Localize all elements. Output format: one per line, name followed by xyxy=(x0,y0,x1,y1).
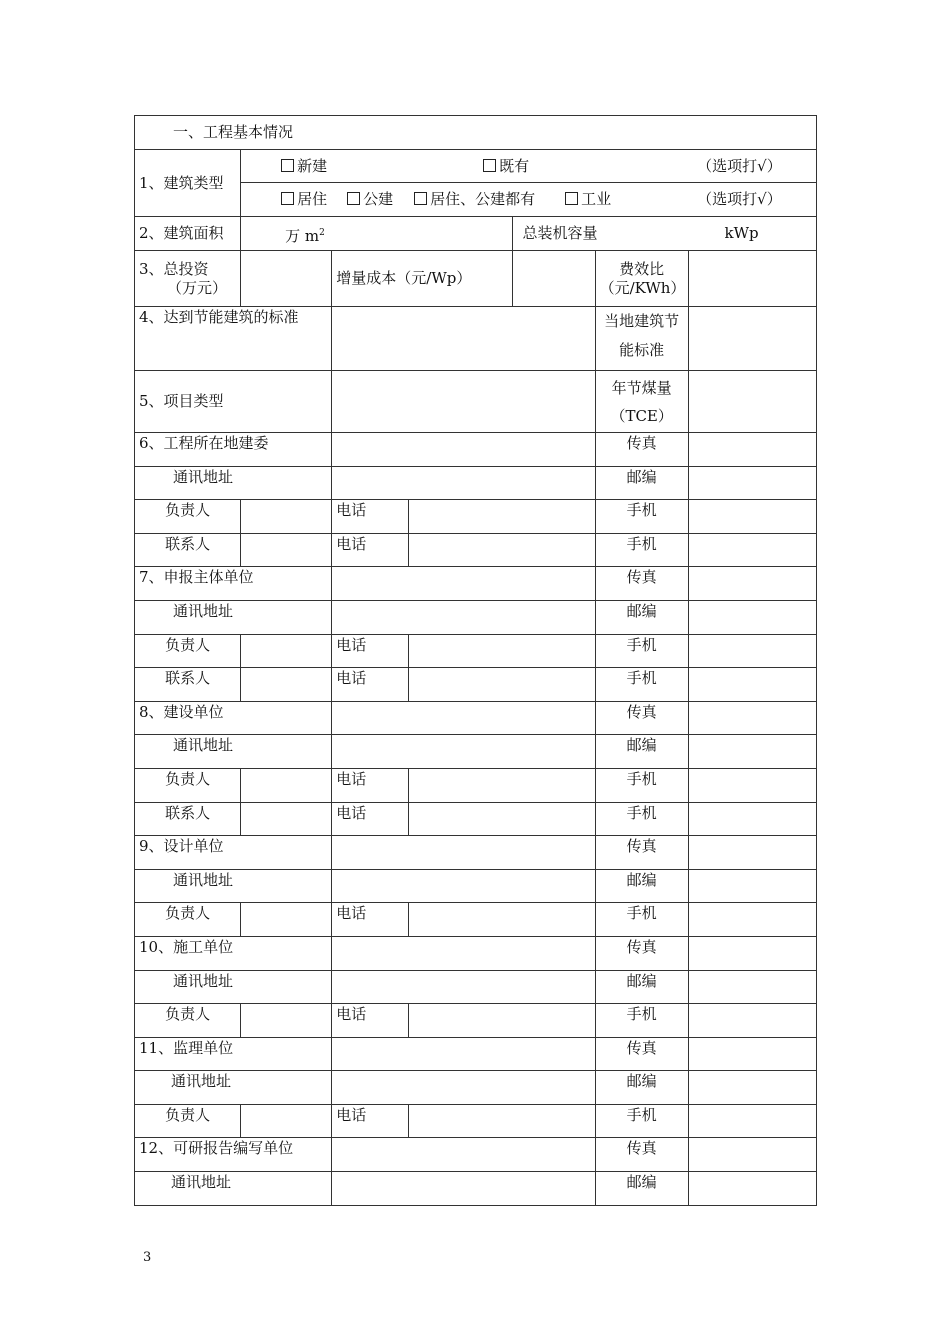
unit-name-label: 8、建设单位 xyxy=(135,701,332,735)
fax-value[interactable] xyxy=(688,567,816,601)
mobile-value[interactable] xyxy=(688,1004,816,1038)
head-value[interactable] xyxy=(241,1004,332,1038)
page-number: 3 xyxy=(143,1250,152,1265)
fax-value[interactable] xyxy=(688,1037,816,1071)
address-value[interactable] xyxy=(332,1172,595,1206)
checkbox-icon[interactable] xyxy=(281,192,294,205)
option-hint-2: （选项打√） xyxy=(697,190,782,208)
ratio-value[interactable] xyxy=(688,251,816,307)
cost-label: 增量成本（元/Wp） xyxy=(332,251,512,307)
zip-value[interactable] xyxy=(688,970,816,1004)
phone-value[interactable] xyxy=(409,903,595,937)
unit-name-label: 9、设计单位 xyxy=(135,836,332,870)
address-value[interactable] xyxy=(332,869,595,903)
contact-label: 联系人 xyxy=(135,668,241,702)
area-value-cell[interactable] xyxy=(241,217,512,251)
mobile-value[interactable] xyxy=(688,634,816,668)
head-label: 负责人 xyxy=(135,634,241,668)
fax-label: 传真 xyxy=(595,433,688,467)
phone-value[interactable] xyxy=(409,533,595,567)
address-value[interactable] xyxy=(332,735,595,769)
building-type-label: 1、建筑类型 xyxy=(135,150,241,217)
head-value[interactable] xyxy=(241,500,332,534)
area-unit: 万 $m^2$ xyxy=(285,227,325,245)
phone-value[interactable] xyxy=(409,500,595,534)
fax-value[interactable] xyxy=(688,433,816,467)
mobile-value[interactable] xyxy=(688,802,816,836)
phone-label: 电话 xyxy=(332,768,409,802)
standard-label: 4、达到节能建筑的标准 xyxy=(135,307,332,371)
unit-name-label: 7、申报主体单位 xyxy=(135,567,332,601)
mobile-label: 手机 xyxy=(595,533,688,567)
address-label: 通讯地址 xyxy=(135,600,332,634)
checkbox-icon[interactable] xyxy=(483,159,496,172)
project-type-value[interactable] xyxy=(332,371,595,433)
phone-label: 电话 xyxy=(332,500,409,534)
fax-label: 传真 xyxy=(595,1037,688,1071)
unit-name-value[interactable] xyxy=(332,1138,595,1172)
option-new[interactable]: 新建 xyxy=(281,157,327,176)
zip-label: 邮编 xyxy=(595,735,688,769)
checkbox-icon[interactable] xyxy=(414,192,427,205)
mobile-value[interactable] xyxy=(688,1104,816,1138)
investment-label: 3、总投资 （万元） xyxy=(135,251,241,307)
mobile-label: 手机 xyxy=(595,802,688,836)
unit-name-label: 6、工程所在地建委 xyxy=(135,433,332,467)
option-existing[interactable]: 既有 xyxy=(483,157,529,176)
section-title: 一、工程基本情况 xyxy=(135,116,817,150)
unit-name-value[interactable] xyxy=(332,567,595,601)
standard-value[interactable] xyxy=(332,307,595,371)
unit-name-value[interactable] xyxy=(332,433,595,467)
phone-label: 电话 xyxy=(332,1104,409,1138)
local-standard-label: 当地建筑节 能标准 xyxy=(595,307,688,371)
fax-label: 传真 xyxy=(595,701,688,735)
mobile-value[interactable] xyxy=(688,903,816,937)
mobile-label: 手机 xyxy=(595,634,688,668)
address-label: 通讯地址 xyxy=(135,970,332,1004)
project-type-label: 5、项目类型 xyxy=(135,371,332,433)
phone-value[interactable] xyxy=(409,1004,595,1038)
fax-label: 传真 xyxy=(595,936,688,970)
phone-label: 电话 xyxy=(332,668,409,702)
head-value[interactable] xyxy=(241,768,332,802)
mobile-value[interactable] xyxy=(688,668,816,702)
zip-value[interactable] xyxy=(688,1172,816,1206)
contact-value[interactable] xyxy=(241,802,332,836)
contact-label: 联系人 xyxy=(135,802,241,836)
mobile-value[interactable] xyxy=(688,768,816,802)
fax-value[interactable] xyxy=(688,701,816,735)
capacity-label: 总装机容量 xyxy=(522,224,598,242)
head-value[interactable] xyxy=(241,634,332,668)
address-label: 通讯地址 xyxy=(135,1172,332,1206)
area-label: 2、建筑面积 xyxy=(135,217,241,251)
investment-value[interactable] xyxy=(241,251,332,307)
phone-value[interactable] xyxy=(409,634,595,668)
address-value[interactable] xyxy=(332,970,595,1004)
ratio-label: 费效比 （元/KWh） xyxy=(595,251,688,307)
phone-value[interactable] xyxy=(409,768,595,802)
fax-label: 传真 xyxy=(595,567,688,601)
address-value[interactable] xyxy=(332,466,595,500)
contact-label: 联系人 xyxy=(135,533,241,567)
head-label: 负责人 xyxy=(135,903,241,937)
coal-saving-label: 年节煤量 （TCE） xyxy=(595,371,688,433)
building-type-row2 xyxy=(241,183,817,217)
head-value[interactable] xyxy=(241,903,332,937)
unit-name-label: 10、施工单位 xyxy=(135,936,332,970)
unit-name-value[interactable] xyxy=(332,1037,595,1071)
phone-value[interactable] xyxy=(409,668,595,702)
fax-label: 传真 xyxy=(595,836,688,870)
phone-value[interactable] xyxy=(409,802,595,836)
mobile-label: 手机 xyxy=(595,903,688,937)
mobile-label: 手机 xyxy=(595,500,688,534)
contact-value[interactable] xyxy=(241,533,332,567)
building-type-row1 xyxy=(241,150,817,183)
option-both[interactable]: 居住、公建都有 xyxy=(414,190,535,209)
checkbox-icon[interactable] xyxy=(565,192,578,205)
phone-label: 电话 xyxy=(332,802,409,836)
local-standard-value[interactable] xyxy=(688,307,816,371)
zip-label: 邮编 xyxy=(595,1172,688,1206)
fax-value[interactable] xyxy=(688,936,816,970)
address-value[interactable] xyxy=(332,1071,595,1105)
checkbox-icon[interactable] xyxy=(347,192,360,205)
fax-value[interactable] xyxy=(688,1138,816,1172)
option-industrial[interactable]: 工业 xyxy=(565,190,611,209)
unit-name-value[interactable] xyxy=(332,701,595,735)
project-info-table xyxy=(134,115,817,1206)
mobile-label: 手机 xyxy=(595,668,688,702)
zip-label: 邮编 xyxy=(595,466,688,500)
fax-value[interactable] xyxy=(688,836,816,870)
zip-value[interactable] xyxy=(688,735,816,769)
phone-label: 电话 xyxy=(332,903,409,937)
zip-value[interactable] xyxy=(688,1071,816,1105)
cost-value[interactable] xyxy=(512,251,595,307)
mobile-label: 手机 xyxy=(595,1104,688,1138)
phone-label: 电话 xyxy=(332,1004,409,1038)
zip-label: 邮编 xyxy=(595,600,688,634)
option-public[interactable]: 公建 xyxy=(347,190,393,209)
zip-label: 邮编 xyxy=(595,869,688,903)
mobile-label: 手机 xyxy=(595,1004,688,1038)
capacity-cell[interactable] xyxy=(512,217,817,251)
address-label: 通讯地址 xyxy=(135,466,332,500)
phone-value[interactable] xyxy=(409,1104,595,1138)
mobile-value[interactable] xyxy=(688,500,816,534)
zip-label: 邮编 xyxy=(595,1071,688,1105)
address-value[interactable] xyxy=(332,600,595,634)
head-label: 负责人 xyxy=(135,768,241,802)
address-label: 通讯地址 xyxy=(135,735,332,769)
zip-label: 邮编 xyxy=(595,970,688,1004)
address-label: 通讯地址 xyxy=(135,869,332,903)
zip-value[interactable] xyxy=(688,600,816,634)
option-residential[interactable]: 居住 xyxy=(281,190,327,209)
contact-value[interactable] xyxy=(241,668,332,702)
capacity-unit: kWp xyxy=(724,224,759,242)
fax-label: 传真 xyxy=(595,1138,688,1172)
mobile-label: 手机 xyxy=(595,768,688,802)
head-label: 负责人 xyxy=(135,500,241,534)
head-label: 负责人 xyxy=(135,1104,241,1138)
phone-label: 电话 xyxy=(332,634,409,668)
checkbox-icon[interactable] xyxy=(281,159,294,172)
zip-value[interactable] xyxy=(688,869,816,903)
zip-value[interactable] xyxy=(688,466,816,500)
head-value[interactable] xyxy=(241,1104,332,1138)
phone-label: 电话 xyxy=(332,533,409,567)
unit-name-label: 12、可研报告编写单位 xyxy=(135,1138,332,1172)
unit-name-value[interactable] xyxy=(332,836,595,870)
address-label: 通讯地址 xyxy=(135,1071,332,1105)
unit-name-label: 11、监理单位 xyxy=(135,1037,332,1071)
mobile-value[interactable] xyxy=(688,533,816,567)
coal-saving-value[interactable] xyxy=(688,371,816,433)
unit-name-value[interactable] xyxy=(332,936,595,970)
option-hint: （选项打√） xyxy=(697,157,782,175)
head-label: 负责人 xyxy=(135,1004,241,1038)
